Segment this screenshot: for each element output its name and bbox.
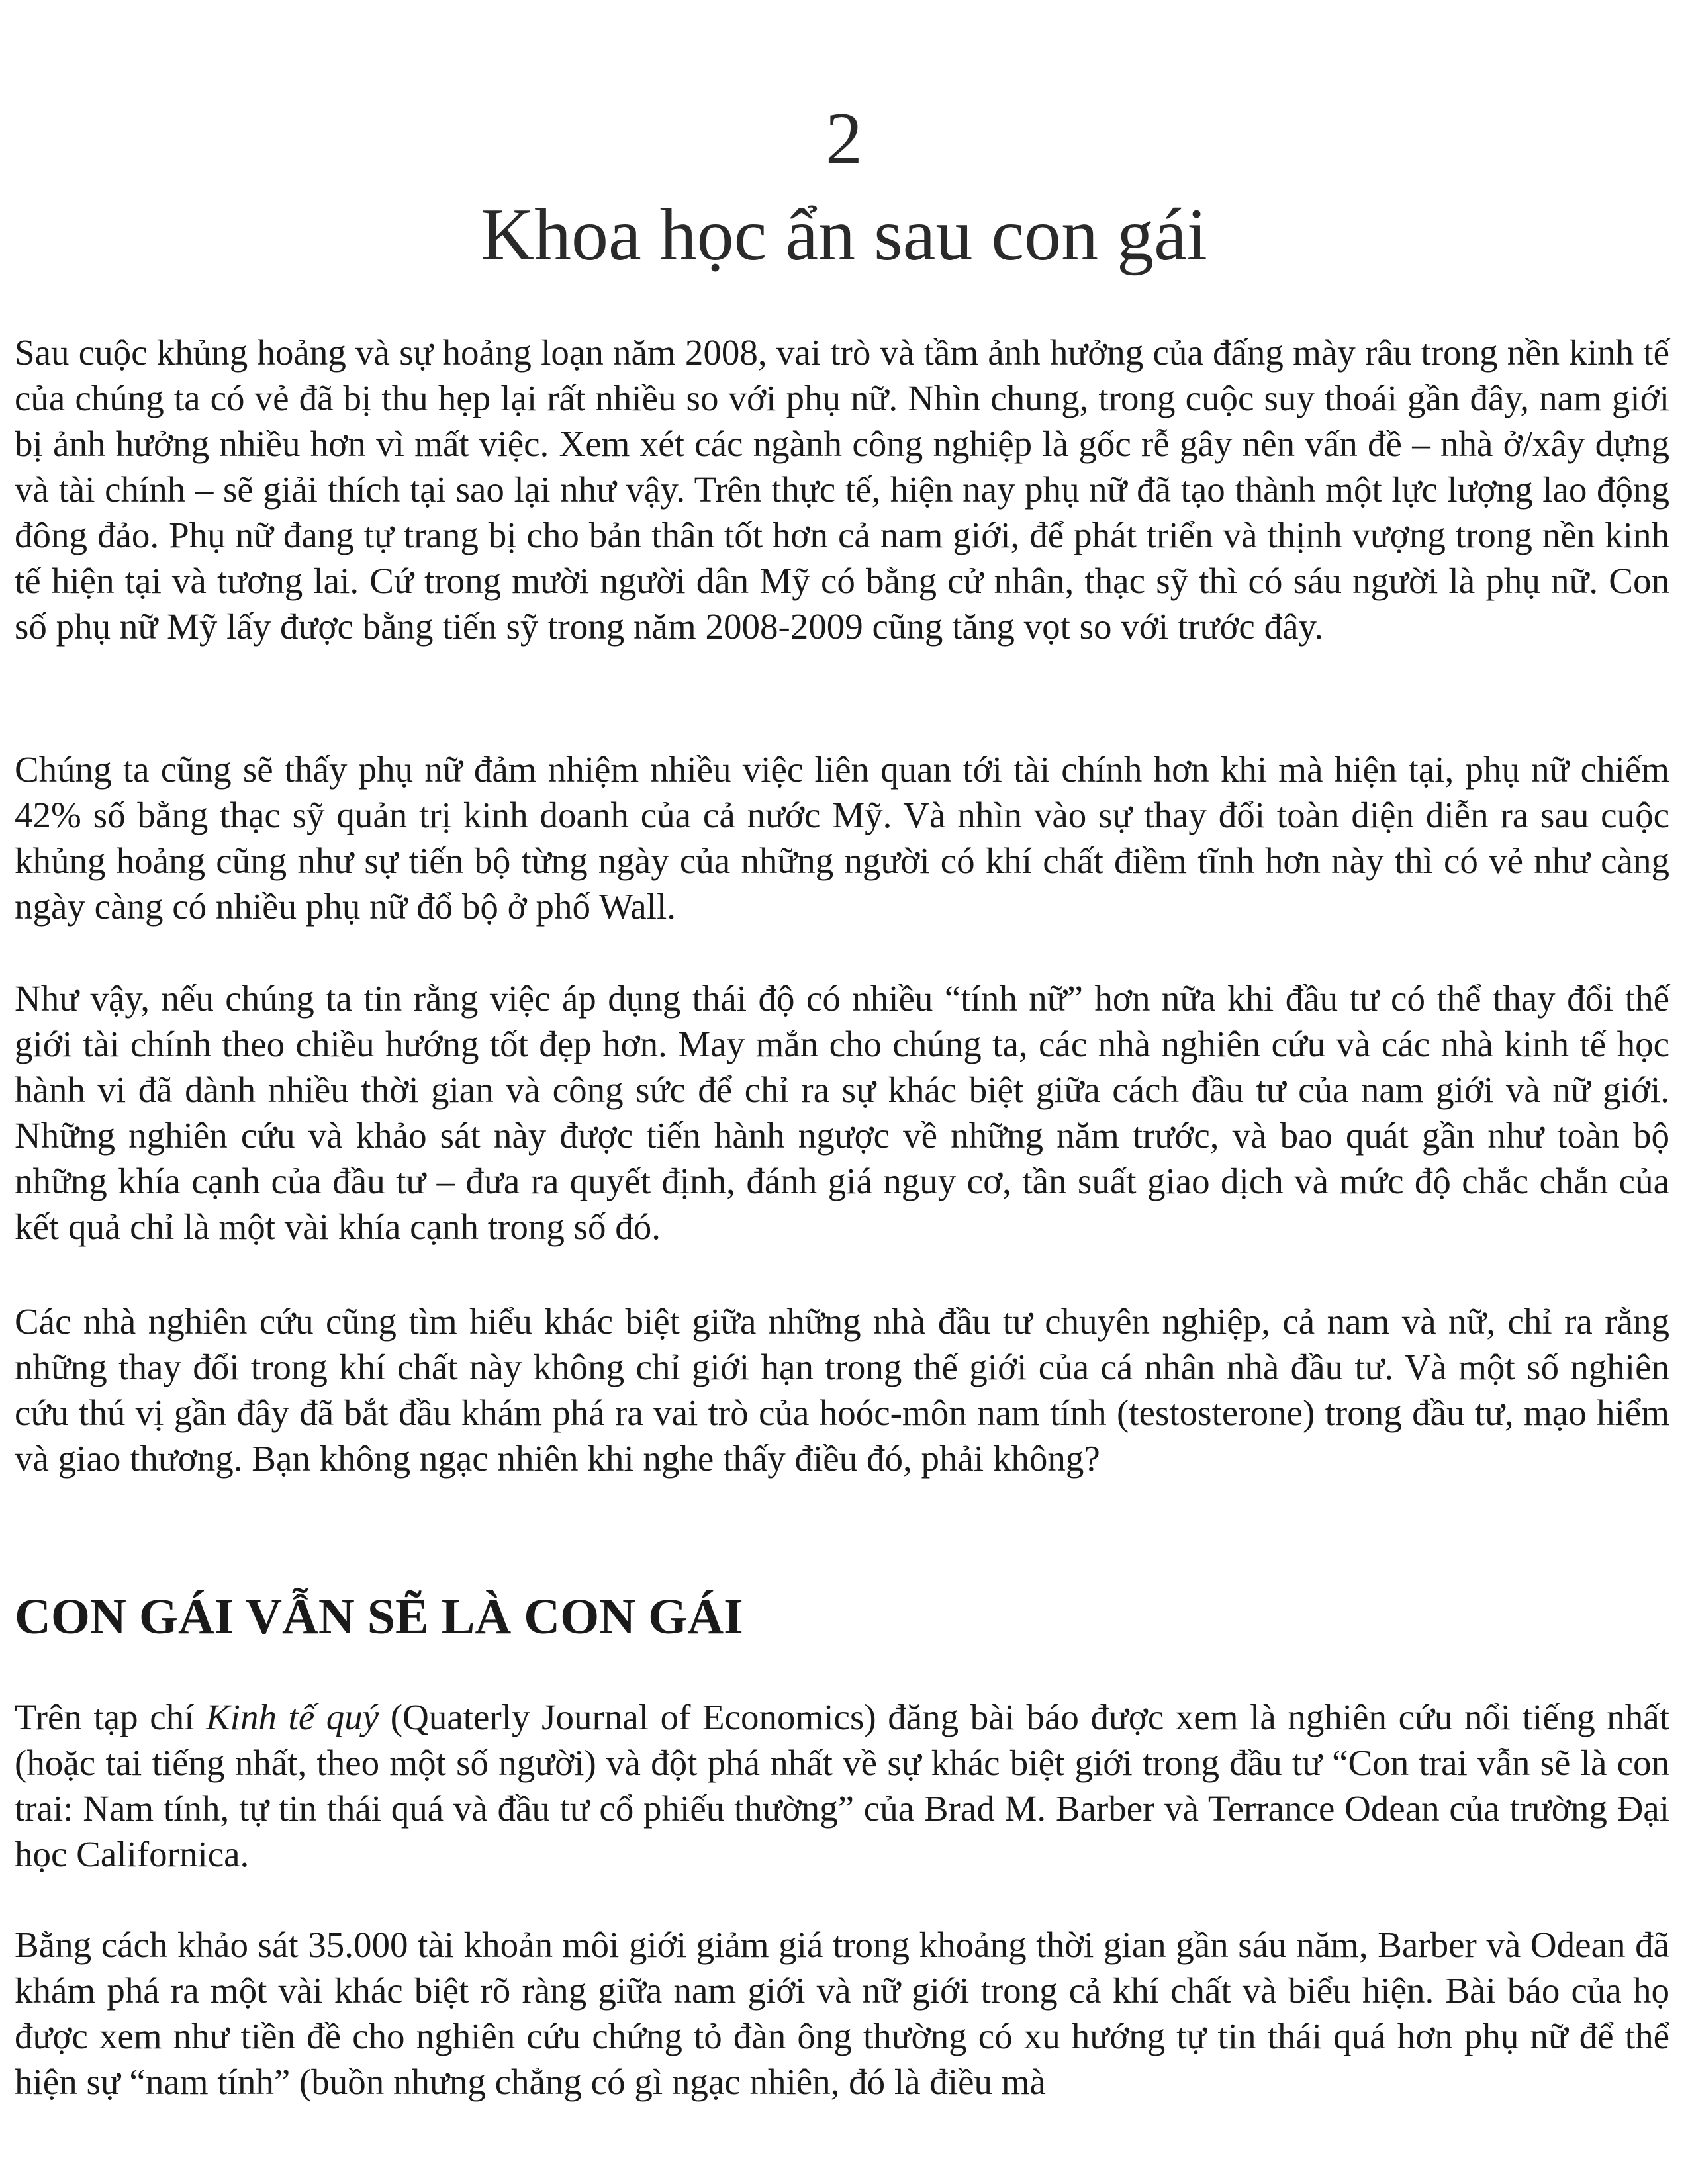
paragraph-6: Bằng cách khảo sát 35.000 tài khoản môi giới giảm giá trong khoảng thời gian gần sáu năm, Barber và Odean đã khám phá ra một vài khác biệt rõ ràng giữa nam giới và nữ giới trong cả khí chất và biểu hiện. Bài báo của họ được xem như tiền đề cho nghiên cứu chứng tỏ đàn ông thường có xu hướng tự tin thái quá hơn phụ nữ để thể hiện sự “nam tính” (buồn nhưng chẳng có gì ngạc nhiên, đó là điều mà: [15, 1925, 1669, 2102]
chapter-title: Khoa học ẩn sau con gái: [481, 194, 1207, 276]
paragraph-4: Các nhà nghiên cứu cũng tìm hiểu khác biệt giữa những nhà đầu tư chuyên nghiệp, cả nam và nữ, chỉ ra rằng những thay đổi trong khí chất này không chỉ giới hạn trong thế giới của cá nhân nhà đầu tư. Và một số nghiên cứu thú vị gần đây đã bắt đầu khám phá ra vai trò của hoóc-môn nam tính (testosterone) trong đầu tư, mạo hiểm và giao thương. Bạn không ngạc nhiên khi nghe thấy điều đó, phải không?: [15, 1301, 1669, 1479]
paragraph-1: Sau cuộc khủng hoảng và sự hoảng loạn năm 2008, vai trò và tầm ảnh hưởng của đấng mày râu trong nền kinh tế của chúng ta có vẻ đã bị thu hẹp lại rất nhiều so với phụ nữ. Nhìn chung, trong cuộc suy thoái gần đây, nam giới bị ảnh hưởng nhiều hơn vì mất việc. Xem xét các ngành công nghiệp là gốc rễ gây nên vấn đề – nhà ở/xây dựng và tài chính – sẽ giải thích tại sao lại như vậy. Trên thực tế, hiện nay phụ nữ đã tạo thành một lực lượng lao động đông đảo. Phụ nữ đang tự trang bị cho bản thân tốt hơn cả nam giới, để phát triển và thịnh vượng trong nền kinh tế hiện tại và tương lai. Cứ trong mười người dân Mỹ có bằng cử nhân, thạc sỹ thì có sáu người là phụ nữ. Con số phụ nữ Mỹ lấy được bằng tiến sỹ trong năm 2008-2009 cũng tăng vọt so với trước đây.: [15, 332, 1669, 647]
paragraph-2: Chúng ta cũng sẽ thấy phụ nữ đảm nhiệm nhiều việc liên quan tới tài chính hơn khi mà hiện tại, phụ nữ chiếm 42% số bằng thạc sỹ quản trị kinh doanh của cả nước Mỹ. Và nhìn vào sự thay đổi toàn diện diễn ra sau cuộc khủng hoảng cũng như sự tiến bộ từng ngày của những người có khí chất điềm tĩnh hơn này thì có vẻ như càng ngày càng có nhiều phụ nữ đổ bộ ở phố Wall.: [15, 749, 1669, 927]
paragraph-5-start: Trên tạp chí: [15, 1697, 206, 1737]
paragraph-3: Như vậy, nếu chúng ta tin rằng việc áp dụng thái độ có nhiều “tính nữ” hơn nữa khi đầu tư có thể thay đổi thế giới tài chính theo chiều hướng tốt đẹp hơn. May mắn cho chúng ta, các nhà nghiên cứu và các nhà kinh tế học hành vi đã dành nhiều thời gian và công sức để chỉ ra sự khác biệt giữa cách đầu tư của nam giới và nữ giới. Những nghiên cứu và khảo sát này được tiến hành ngược về những năm trước, và bao quát gần như toàn bộ những khía cạnh của đầu tư – đưa ra quyết định, đánh giá nguy cơ, tần suất giao dịch và mức độ chắc chắn của kết quả chỉ là một vài khía cạnh trong số đó.: [15, 978, 1669, 1247]
journal-name: Kinh tế quý: [206, 1697, 379, 1737]
chapter-number: 2: [825, 98, 863, 180]
paragraph-5: [15, 1694, 1669, 1877]
section-heading: CON GÁI VẪN SẼ LÀ CON GÁI: [15, 1589, 743, 1645]
paragraph-5-end: (Quaterly Journal of Economics) đăng bài báo được xem là nghiên cứu nổi tiếng nhất (hoặc tai tiếng nhất, theo một số người) và đột phá nhất về sự khác biệt giới trong đầu tư “Con trai vẫn sẽ là con trai: Nam tính, tự tin thái quá và đầu tư cổ phiếu thường” của Brad M. Barber và Terrance Odean của trường Đại học Californica.: [15, 1697, 1670, 1874]
